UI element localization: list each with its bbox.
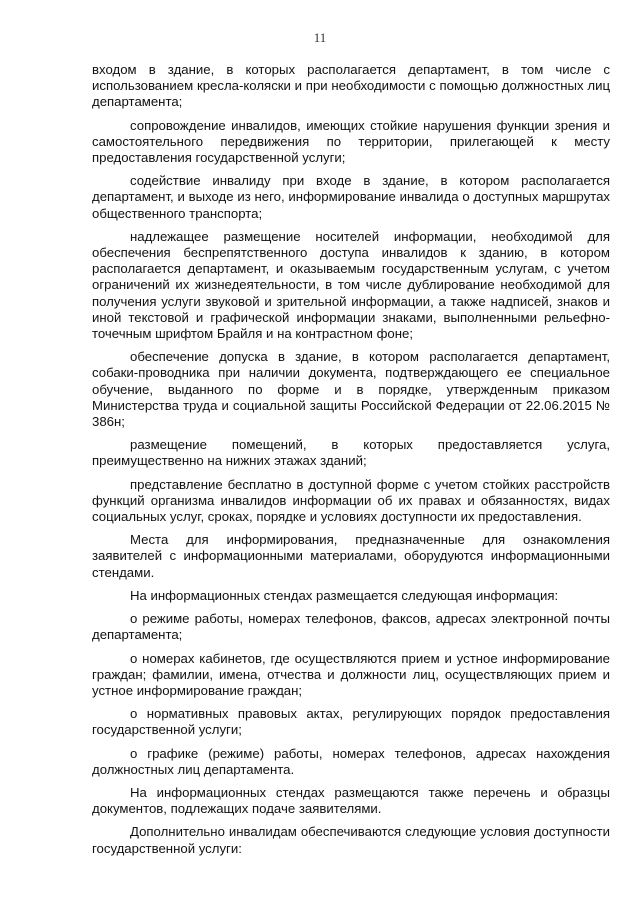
paragraph: На информационных стендах размещается следующая информация:: [130, 587, 559, 603]
paragraph: надлежащее размещение носителей информации, необходимой для обеспечения беспрепятственного доступа инвалидов к зданию, в котором располагается департамент, и оказываемым государственным услугам, с учетом ограничений их жизнедеятельности, в том числе дублирование необходимой для получения услуги звуковой и зрительной информации, а также надписей, знаков и иной текстовой и графической информации знаками, выполненными рельефно-точечным шрифтом Брайля и на контрастном фоне;: [92, 228, 610, 342]
document-body: [92, 62, 610, 864]
paragraph: сопровождение инвалидов, имеющих стойкие нарушения функции зрения и самостоятельного передвижения по территории, прилегающей к месту предоставления государственной услуги;: [92, 117, 610, 166]
paragraph: о номерах кабинетов, где осуществляются прием и устное информирование граждан; фамилии, имена, отчества и должности лиц, осуществляющих прием и устное информирование граждан;: [92, 650, 610, 698]
paragraph: о нормативных правовых актах, регулирующих порядок предоставления государственной услуги;: [92, 706, 610, 738]
paragraph: Дополнительно инвалидам обеспечиваются следующие условия доступности государственной услуги:: [92, 824, 610, 856]
paragraph: На информационных стендах размещаются также перечень и образцы документов, подлежащих подаче заявителями.: [92, 784, 610, 817]
page-number: 11: [313, 30, 327, 45]
paragraph: входом в здание, в которых располагается департамент, в том числе с использованием кресла-коляски и при необходимости с помощью должностных лиц департамента;: [92, 62, 610, 110]
paragraph: размещение помещений, в которых предоставляется услуга, преимущественно на нижних этажах зданий;: [92, 437, 610, 469]
paragraph: Места для информирования, предназначенные для ознакомления заявителей с информационными материалами, оборудуются информационными стендами.: [92, 532, 610, 580]
paragraph: представление бесплатно в доступной форме с учетом стойких расстройств функций организма инвалидов информации об их правах и обязанностях, видах социальных услуг, сроках, порядке и условиях доступности их предоставления.: [92, 476, 610, 525]
paragraph: о режиме работы, номерах телефонов, факсов, адресах электронной почты департамента;: [92, 611, 610, 643]
paragraph: обеспечение допуска в здание, в котором располагается департамент, собаки-проводника при наличии документа, подтверждающего ее специальное обучение, выданного по форме и в порядке, утвержденным приказом Министерства труда и социальной защиты Российской Федерации от 22.06.2015 № 386н;: [92, 349, 610, 430]
paragraph: о графике (режиме) работы, номерах телефонов, адресах нахождения должностных лиц департамента.: [92, 745, 610, 777]
paragraph: содействие инвалиду при входе в здание, в котором располагается департамент, и выходе из него, информирование инвалида о доступных маршрутах общественного транспорта;: [92, 173, 610, 221]
